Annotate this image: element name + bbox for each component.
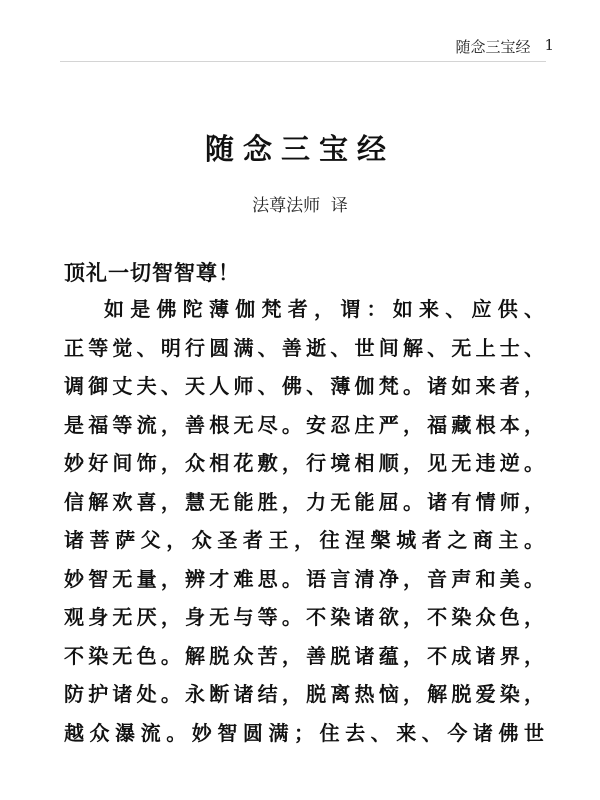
- body-line: 不染无色。解脱众苦，善脱诸蕴，不成诸界，: [64, 643, 544, 668]
- running-header-title: 随念三宝经: [455, 38, 531, 56]
- page-number: 1: [544, 36, 554, 54]
- body-line: 如是佛陀薄伽梵者，谓：如来、应供、: [104, 297, 544, 321]
- sutra-body: [64, 290, 544, 752]
- body-line: 是福等流，善根无尽。安忍庄严，福藏根本，: [64, 412, 544, 437]
- header-divider: [60, 61, 546, 62]
- body-line: 防护诸处。永断诸结，脱离热恼，解脱爱染，: [64, 682, 544, 706]
- running-header: [455, 36, 554, 57]
- body-line: 信解欢喜，慧无能胜，力无能屈。诸有情师，: [64, 489, 544, 514]
- body-line: 妙智无量，辨才难思。语言清净，音声和美。: [64, 566, 544, 591]
- body-line: 越众瀑流。妙智圆满；住去、来、今诸佛世: [64, 720, 544, 745]
- body-line: 正等觉、明行圆满、善逝、世间解、无上士、: [64, 335, 544, 360]
- translator-credit: 法尊法师 译: [252, 196, 348, 216]
- body-line: 调御丈夫、天人师、佛、薄伽梵。诸如来者，: [64, 374, 544, 398]
- body-line: 诸菩萨父，众圣者王，往涅槃城者之商主。: [64, 528, 544, 552]
- sutra-title: 随念三宝经: [204, 132, 395, 166]
- homage-line: 顶礼一切智智尊！: [64, 260, 240, 285]
- body-line: 观身无厌，身无与等。不染诸欲，不染众色，: [64, 605, 544, 629]
- body-line: 妙好间饰，众相花敷，行境相顺，见无违逆。: [64, 451, 544, 475]
